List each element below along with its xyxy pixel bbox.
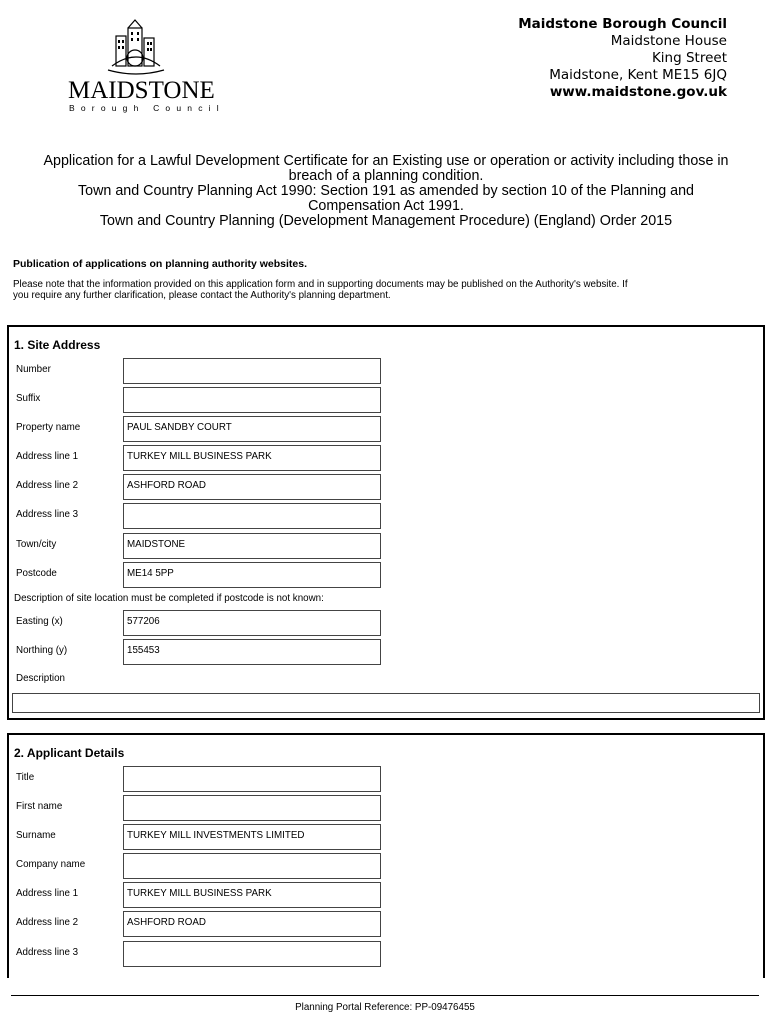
form-row [9, 911, 763, 937]
field-label: Company name [16, 859, 86, 870]
field-label: Title [16, 772, 35, 783]
easting-field[interactable]: 577206 [123, 610, 381, 636]
council-name: Maidstone Borough Council [518, 16, 727, 32]
field-label: Easting (x) [16, 616, 63, 627]
description-label: Description [16, 673, 66, 684]
title-line: Application for a Lawful Development Certificate for an Existing use or operation or activity including those in [43, 153, 729, 169]
council-website[interactable]: www.maidstone.gov.uk [549, 84, 727, 100]
form-row [9, 882, 763, 908]
form-row [9, 795, 763, 821]
form-row [9, 824, 763, 850]
applicant-address-line-1-field[interactable]: TURKEY MILL BUSINESS PARK [123, 882, 381, 908]
title-line: Compensation Act 1991. [308, 198, 464, 214]
publication-note: Please note that the information provided on this application form and in supporting documents may be published on the Authority's website. If you require any further clarification, please contact the Authority's planning department. [13, 279, 628, 301]
field-label: Postcode [16, 568, 57, 579]
field-label: Property name [16, 422, 81, 433]
field-label: Surname [16, 830, 56, 841]
form-row [9, 639, 763, 665]
field-label: First name [16, 801, 63, 812]
applicant-address-line-2-field[interactable]: ASHFORD ROAD [123, 911, 381, 937]
form-row [9, 358, 763, 384]
council-address [518, 16, 727, 101]
field-label: Northing (y) [16, 645, 68, 656]
council-street: King Street [651, 50, 727, 66]
form-row [9, 445, 763, 471]
property-name-field[interactable]: PAUL SANDBY COURT [123, 416, 381, 442]
form-row [9, 416, 763, 442]
northing-field[interactable]: 155453 [123, 639, 381, 665]
field-label: Address line 3 [16, 947, 79, 958]
title-line: breach of a planning condition. [288, 168, 484, 184]
applicant-address-line-3-field[interactable] [123, 941, 381, 967]
form-row [9, 610, 763, 636]
logo-subtitle: Borough Council [69, 103, 225, 113]
field-label: Address line 2 [16, 480, 79, 491]
address-line-1-field[interactable]: TURKEY MILL BUSINESS PARK [123, 445, 381, 471]
form-row [9, 766, 763, 792]
form-row [9, 533, 763, 559]
council-house: Maidstone House [610, 33, 727, 49]
field-label: Address line 1 [16, 451, 79, 462]
postcode-field[interactable]: ME14 5PP [123, 562, 381, 588]
field-label: Address line 3 [16, 509, 79, 520]
form-row [9, 562, 763, 588]
field-label: Number [16, 364, 51, 375]
title-line: Town and Country Planning Act 1990: Section 191 as amended by section 10 of the Planning and [78, 183, 694, 199]
section-title: 2. Applicant Details [14, 746, 125, 760]
portal-reference: Planning Portal Reference: PP-09476455 [295, 1002, 475, 1013]
footer-divider [11, 995, 759, 996]
field-label: Town/city [16, 539, 57, 550]
field-label: Suffix [16, 393, 41, 404]
description-field[interactable] [12, 693, 760, 713]
company-name-field[interactable] [123, 853, 381, 879]
form-row [9, 474, 763, 500]
council-town: Maidstone, Kent ME15 6JQ [549, 67, 727, 83]
address-line-3-field[interactable] [123, 503, 381, 529]
site-address-section [7, 325, 765, 720]
number-field[interactable] [123, 358, 381, 384]
field-label: Address line 1 [16, 888, 79, 899]
title-line: Town and Country Planning (Development Management Procedure) (England) Order 2015 [99, 213, 673, 229]
form-row [9, 941, 763, 967]
form-row [9, 853, 763, 879]
form-row [9, 503, 763, 529]
surname-field[interactable]: TURKEY MILL INVESTMENTS LIMITED [123, 824, 381, 850]
publication-heading: Publication of applications on planning authority websites. [13, 258, 308, 270]
castle-emblem-icon [106, 18, 166, 80]
section-title: 1. Site Address [14, 338, 101, 352]
form-title [8, 154, 764, 229]
suffix-field[interactable] [123, 387, 381, 413]
title-field[interactable] [123, 766, 381, 792]
address-line-2-field[interactable]: ASHFORD ROAD [123, 474, 381, 500]
logo-wordmark: MAIDSTONE [68, 77, 215, 104]
town-city-field[interactable]: MAIDSTONE [123, 533, 381, 559]
council-logo [66, 18, 225, 113]
applicant-details-section [7, 733, 765, 978]
form-row [9, 387, 763, 413]
first-name-field[interactable] [123, 795, 381, 821]
field-label: Address line 2 [16, 917, 79, 928]
location-note: Description of site location must be completed if postcode is not known: [14, 593, 324, 604]
